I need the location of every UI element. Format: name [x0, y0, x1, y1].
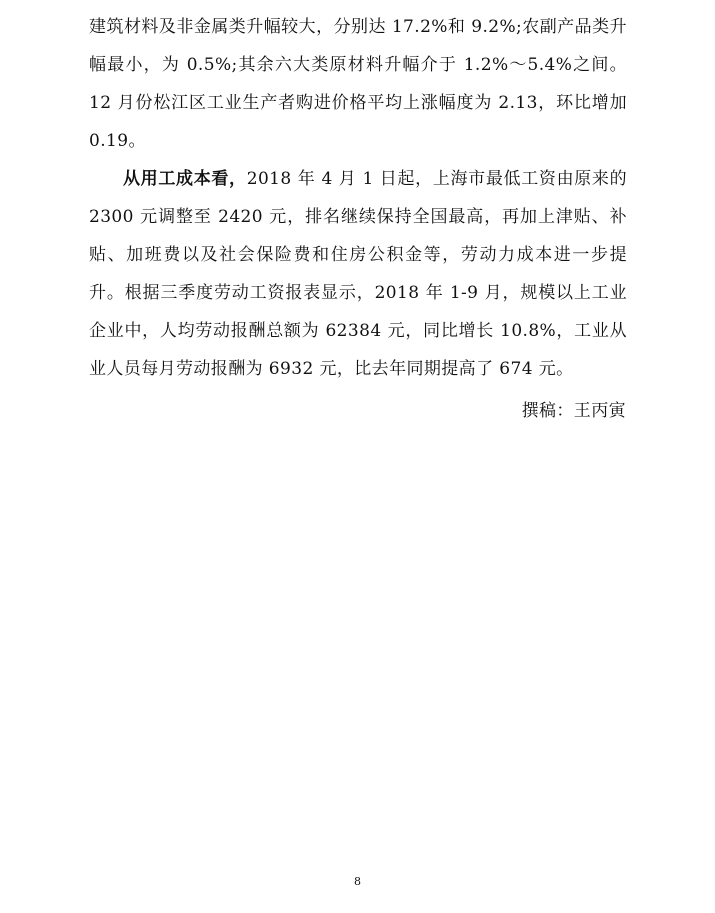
- signature-author: 王丙寅: [573, 401, 626, 421]
- paragraph-labor-cost: [89, 160, 627, 388]
- page-number: 8: [354, 875, 361, 888]
- signature-label: 撰稿：: [521, 401, 574, 421]
- body-text: [89, 8, 627, 388]
- paragraph-price-increase: [89, 8, 627, 160]
- paragraph-text: 建筑材料及非金属类升幅较大，分别达 17.2%和 9.2%;农副产品类升幅最小，为 0.5%;其余六大类原材料升幅介于 1.2%～5.4%之间。12 月份松江区工业生产者购进价格平均上涨幅度为 2.13，环比增加 0.19。: [89, 17, 627, 151]
- paragraph-lead: 从用工成本看，: [123, 169, 247, 189]
- author-signature: [522, 392, 626, 430]
- paragraph-text: 2018 年 4 月 1 日起，上海市最低工资由原来的 2300 元调整至 2420 元，排名继续保持全国最高，再加上津贴、补贴、加班费以及社会保险费和住房公积金等，劳动力成本进一步提升。根据三季度劳动工资报表显示，2018 年 1-9 月，规模以上工业企业中，人均劳动报酬总额为 62384 元，同比增长 10.8%，工业从业人员每月劳动报酬为 6932 元，比去年同期提高了 674 元。: [89, 169, 627, 379]
